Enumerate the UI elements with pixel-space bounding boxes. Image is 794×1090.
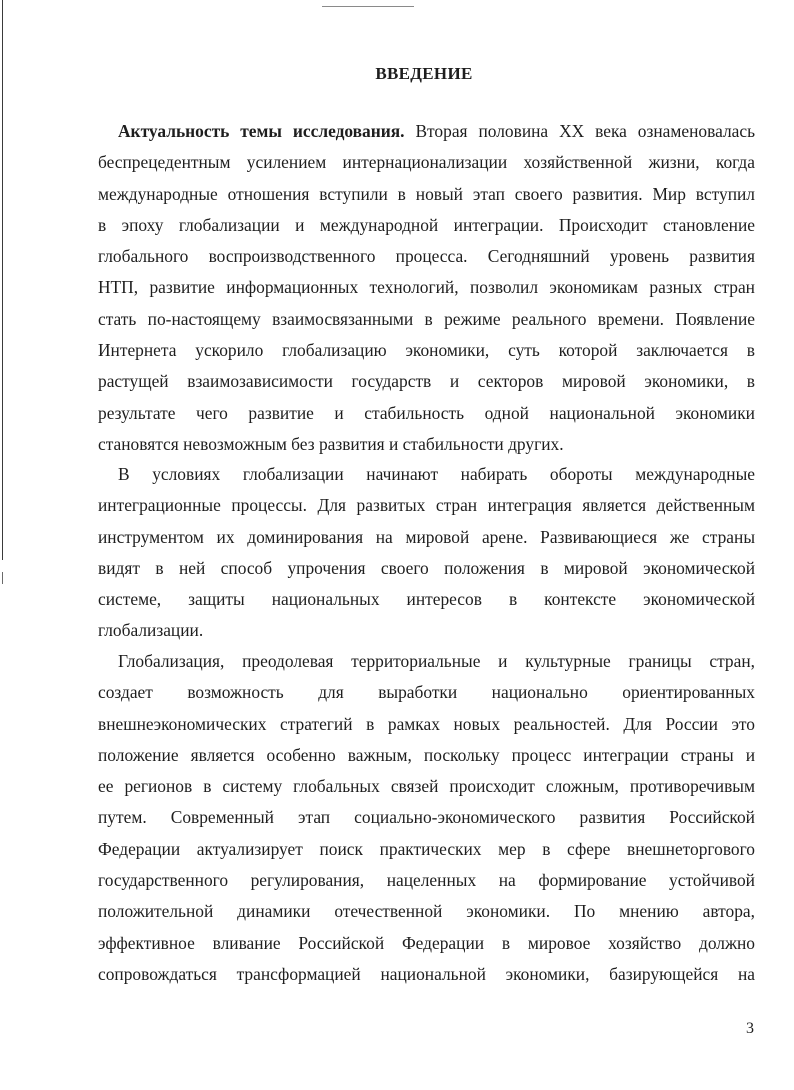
- paragraph-line: государственного регулирования, нацеленных на формирование устойчивой: [98, 870, 755, 891]
- paragraph-line: растущей взаимозависимости государств и секторов мировой экономики, в: [98, 371, 755, 392]
- paragraph-line: положение является особенно важным, поскольку процесс интеграции страны и: [98, 744, 755, 765]
- paragraph-line: беспрецедентным усилением интернационализации хозяйственной жизни, когда: [98, 152, 755, 173]
- paragraph-line: стать по-настоящему взаимосвязанными в режиме реального времени. Появление: [98, 308, 755, 329]
- top-rule: [322, 6, 414, 7]
- paragraph-relevance: [98, 116, 755, 460]
- paragraph-line: НТП, развитие информационных технологий, позволил экономикам разных стран: [98, 277, 755, 298]
- paragraph-lead: Актуальность темы исследования.: [118, 121, 405, 141]
- paragraph-line: результате чего развитие и стабильность одной национальной экономики: [98, 402, 755, 423]
- paragraph-line: Интернета ускорило глобализацию экономики, суть которой заключается в: [98, 340, 755, 361]
- paragraph-line: внешнеэкономических стратегий в рамках новых реальностей. Для России это: [98, 713, 755, 734]
- paragraph-line: создает возможность для выработки национально ориентированных: [98, 682, 755, 703]
- paragraph-line: положительной динамики отечественной экономики. По мнению автора,: [98, 901, 755, 922]
- paragraph-globalization: [98, 646, 755, 990]
- paragraph-line: видят в ней способ упрочения своего положения в мировой экономической: [98, 557, 755, 578]
- paragraph-line: международные отношения вступили в новый этап своего развития. Мир вступил: [98, 183, 755, 204]
- page-left-edge: [2, 0, 3, 560]
- paragraph-line: Глобализация, преодолевая территориальные и культурные границы стран,: [118, 651, 755, 671]
- paragraph-line: Актуальность темы исследования. Вторая половина XX века ознаменовалась: [118, 121, 756, 141]
- section-heading: ВВЕДЕНИЕ: [375, 64, 473, 83]
- paragraph-line: Федерации актуализирует поиск практических мер в сфере внешнеторгового: [98, 838, 755, 859]
- paragraph-line: путем. Современный этап социально-экономического развития Российской: [98, 807, 755, 828]
- paragraph-line: ее регионов в систему глобальных связей происходит сложным, противоречивым: [98, 776, 755, 797]
- paragraph-line: глобализации.: [98, 620, 204, 641]
- paragraph-line: инструментом их доминирования на мировой арене. Развивающиеся же страны: [98, 526, 755, 547]
- paragraph-integration: [98, 459, 755, 647]
- paragraph-line: становятся невозможным без развития и стабильности других.: [98, 433, 564, 454]
- paragraph-line: эффективное вливание Российской Федерации в мировое хозяйство должно: [98, 932, 755, 953]
- page-number: 3: [746, 1020, 754, 1037]
- paragraph-line: сопровождаться трансформацией национальной экономики, базирующейся на: [98, 963, 755, 984]
- paragraph-line: В условиях глобализации начинают набирать обороты международные: [118, 464, 755, 484]
- paragraph-line: глобального воспроизводственного процесса. Сегодняшний уровень развития: [98, 246, 755, 267]
- paragraph-line: системе, защиты национальных интересов в контексте экономической: [98, 589, 755, 610]
- paragraph-line: в эпоху глобализации и международной интеграции. Происходит становление: [98, 214, 755, 235]
- paragraph-line: интеграционные процессы. Для развитых стран интеграция является действенным: [98, 495, 755, 516]
- page-left-edge-mark: [2, 572, 3, 584]
